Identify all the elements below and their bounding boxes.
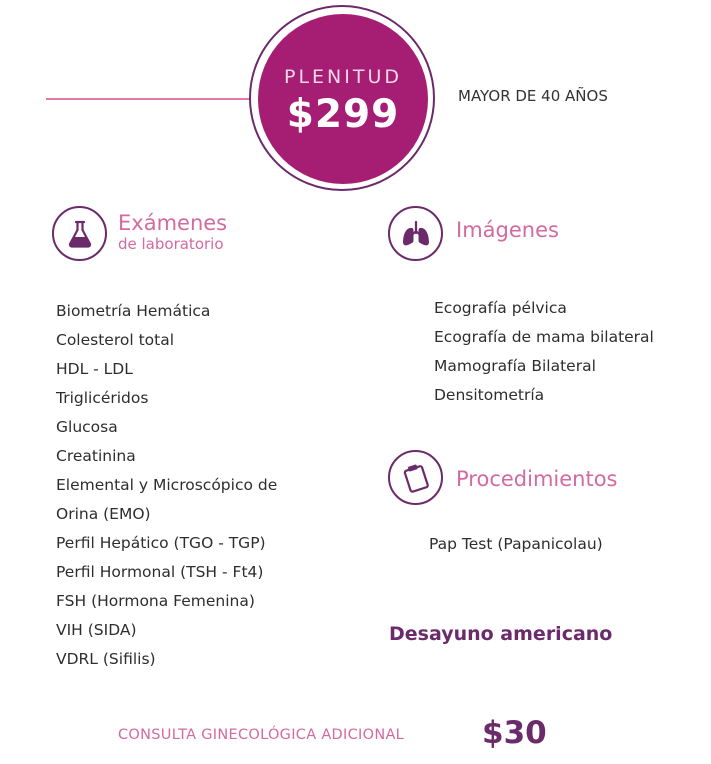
list-item: Pap Test (Papanicolau) (429, 535, 603, 553)
list-item: VIH (SIDA) (56, 621, 137, 639)
list-item: Elemental y Microscópico de (56, 476, 278, 494)
breakfast-label: Desayuno americano (389, 623, 613, 645)
price-badge (258, 14, 428, 184)
lab-exam-list (56, 297, 277, 674)
list-item: HDL - LDL (56, 360, 133, 378)
list-item: Creatinina (56, 447, 136, 465)
list-item: Perfil Hepático (TGO - TGP) (56, 534, 266, 552)
plan-audience: MAYOR DE 40 AÑOS (458, 87, 608, 105)
lungs-icon (388, 206, 443, 261)
list-item: Ecografía pélvica (434, 299, 567, 317)
list-item: Orina (EMO) (56, 505, 151, 523)
list-item: Triglicéridos (56, 389, 149, 407)
list-item: VDRL (Sifilis) (56, 650, 156, 668)
imagenes-section-title: Imágenes (456, 218, 559, 242)
list-item: Biometría Hemática (56, 302, 211, 320)
list-item: Densitometría (434, 386, 545, 404)
clipboard-icon (388, 450, 443, 505)
procedimientos-list (429, 530, 603, 559)
list-item: Colesterol total (56, 331, 175, 349)
additional-consultation-price: $30 (482, 715, 547, 751)
lab-section-subtitle: de laboratorio (118, 235, 224, 253)
list-item: Perfil Hormonal (TSH - Ft4) (56, 563, 264, 581)
lab-section-title: Exámenes (118, 211, 228, 235)
list-item: FSH (Hormona Femenina) (56, 592, 255, 610)
plan-name: PLENITUD (283, 66, 402, 88)
list-item: Mamografía Bilateral (434, 357, 596, 375)
imagenes-list (434, 294, 654, 410)
header-divider-line (46, 98, 250, 100)
additional-consultation-label: CONSULTA GINECOLÓGICA ADICIONAL (118, 727, 405, 743)
flask-icon (52, 206, 107, 261)
list-item: Glucosa (56, 418, 118, 436)
plan-price: $299 (286, 92, 400, 137)
list-item: Ecografía de mama bilateral (434, 328, 654, 346)
procedimientos-section-title: Procedimientos (456, 467, 618, 491)
